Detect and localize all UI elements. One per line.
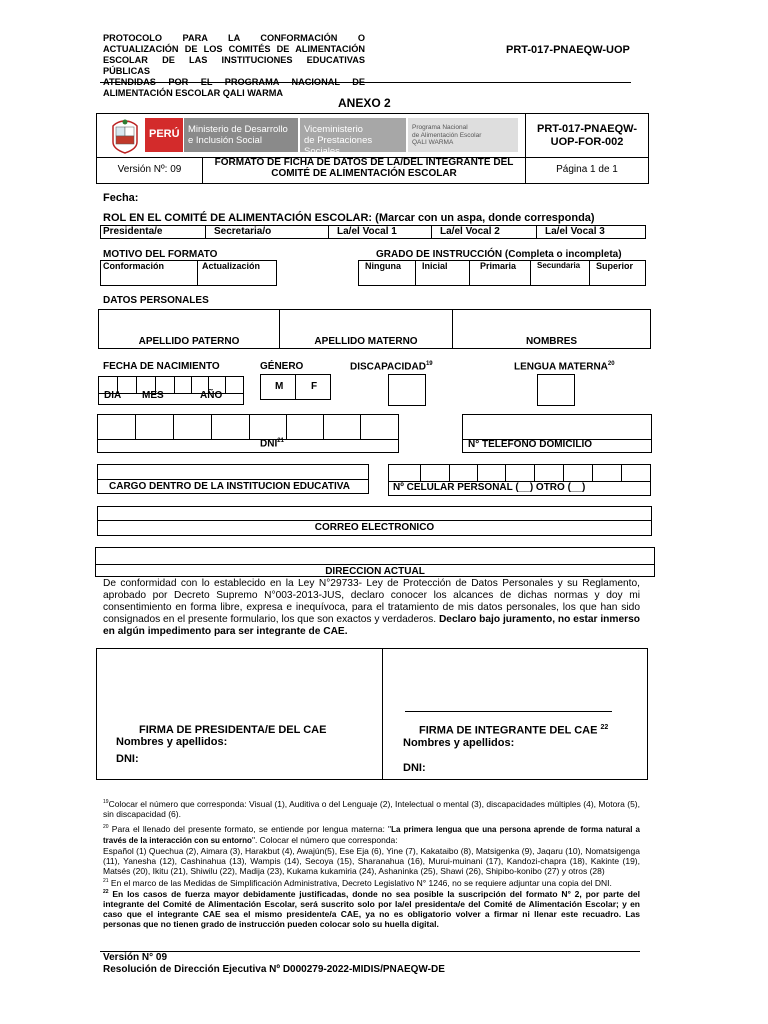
lengua-materna-label: LENGUA MATERNA$^{20}$ bbox=[514, 361, 615, 373]
form-code: PRT-017-PNAEQW- UOP-FOR-002 bbox=[536, 123, 637, 148]
footnote-19: $^{19}$Colocar el número que corresponda: Visual (1), Auditiva o del Lenguaje (2), Intelectual o mental (3), discapacidades múltiples (4), Motora (5), sin discapacidad (6). bbox=[103, 798, 640, 819]
motivo-title: MOTIVO DEL FORMATO bbox=[103, 249, 218, 260]
rol-option-secretaria[interactable]: Secretaria/o bbox=[205, 225, 329, 239]
firma-integrante-box[interactable] bbox=[382, 648, 648, 780]
grado-option-inicial[interactable]: Inicial bbox=[415, 260, 470, 286]
header-rule bbox=[100, 82, 631, 83]
version-label: Versión Nº: 09 bbox=[117, 164, 182, 175]
firma-presidenta-nombres: Nombres y apellidos: bbox=[116, 736, 228, 748]
celular-digit-8[interactable] bbox=[592, 464, 622, 482]
dni-digit-2[interactable] bbox=[135, 414, 174, 440]
dni-digit-7[interactable] bbox=[323, 414, 361, 440]
celular-digit-1[interactable] bbox=[388, 464, 421, 482]
grado-title: GRADO DE INSTRUCCIÓN (Completa o incompleta) bbox=[376, 249, 622, 260]
grado-option-secundaria[interactable]: Secundaria bbox=[530, 260, 590, 286]
rol-option-vocal-3[interactable]: La/el Vocal 3 bbox=[536, 225, 646, 239]
anio-digit-4[interactable] bbox=[225, 376, 244, 394]
apellido-materno-label: APELLIDO MATERNO bbox=[314, 336, 418, 347]
declaracion-text: De conformidad con lo establecido en la Ley N°29733- Ley de Protección de Datos Personales y su Reglamento, aprobado por Decreto Supremo N°003-2013-JUS, declaro conocer los alcances de dichas normas y doy mi consentimiento en forma libre, expresa e inequívoca, para el tratamiento de mis datos personales, los que han sido consignados en el presente formulario, los que son exactos y verdaderos. Declaro bajo juramento, no estar inmerso en algún impedimento para ser integrante de CAE. bbox=[103, 578, 640, 637]
celular-digit-3[interactable] bbox=[449, 464, 478, 482]
celular-digit-6[interactable] bbox=[534, 464, 564, 482]
footer-version: Versión N° 09 bbox=[103, 952, 168, 963]
form-title: FORMATO DE FICHA DE DATOS DE LA/DEL INTEGRANTE DEL COMITÉ DE ALIMENTACIÓN ESCOLAR bbox=[214, 157, 514, 179]
genero-m-box[interactable]: M bbox=[260, 374, 296, 400]
rol-option-presidenta[interactable]: Presidenta/e bbox=[100, 225, 206, 239]
celular-digit-7[interactable] bbox=[563, 464, 593, 482]
discapacidad-box[interactable] bbox=[388, 374, 426, 406]
rol-title: ROL EN EL COMITÉ DE ALIMENTACIÓN ESCOLAR: (Marcar con un aspa, donde corresponda) bbox=[103, 212, 595, 224]
celular-digit-2[interactable] bbox=[420, 464, 450, 482]
cargo-divider bbox=[97, 479, 369, 480]
footnotes bbox=[103, 797, 640, 929]
motivo-option-conformacion[interactable]: Conformación bbox=[100, 260, 198, 286]
correo-label: CORREO ELECTRONICO bbox=[314, 522, 435, 533]
mes-label: MES bbox=[142, 390, 164, 401]
motivo-option-actualizacion[interactable]: Actualización bbox=[197, 260, 277, 286]
grado-option-superior[interactable]: Superior bbox=[589, 260, 646, 286]
discapacidad-label: DISCAPACIDAD$^{19}$ bbox=[350, 361, 433, 373]
direccion-divider bbox=[95, 564, 655, 565]
grado-option-primaria[interactable]: Primaria bbox=[469, 260, 531, 286]
fecha-nacimiento-label: FECHA DE NACIMIENTO bbox=[103, 361, 220, 372]
dni-digit-8[interactable] bbox=[360, 414, 399, 440]
firma-integrante-title: FIRMA DE INTEGRANTE DEL CAE $^{22}$ bbox=[419, 724, 609, 737]
fecha-label: Fecha: bbox=[103, 192, 139, 204]
footnote-20: $^{20}$ Para el llenado del presente formato, se entiende por lengua materna: "La primera lengua que una persona aprende de forma natural a través de la interacción con su entorno". Colocar el número que corresponda: bbox=[103, 823, 640, 845]
rol-option-vocal-1[interactable]: La/el Vocal 1 bbox=[328, 225, 432, 239]
telefono-field[interactable] bbox=[462, 414, 652, 440]
celular-label: Nº CELULAR PERSONAL (__) OTRO (__) bbox=[393, 482, 586, 493]
footnote-21: $^{21}$ En el marco de las Medidas de Simplificación Administrativa, Decreto Legislativo N° 1246, no se requiere adjuntar una copia del DNI. bbox=[103, 877, 612, 888]
lengua-materna-box[interactable] bbox=[537, 374, 575, 406]
dni-digit-3[interactable] bbox=[173, 414, 212, 440]
correo-divider bbox=[97, 520, 652, 521]
ministerio-logo: Ministerio de Desarrollo e Inclusión Social bbox=[184, 118, 298, 152]
dni-digit-4[interactable] bbox=[211, 414, 250, 440]
dni-digit-5[interactable] bbox=[249, 414, 287, 440]
firma-integrante-dni: DNI: bbox=[403, 762, 426, 774]
genero-label: GÉNERO bbox=[260, 361, 304, 372]
telefono-label: N° TELEFONO DOMICILIO bbox=[468, 439, 592, 450]
viceministerio-logo: Viceministerio de Prestaciones Sociales bbox=[300, 118, 406, 152]
dia-label: DIA bbox=[104, 390, 122, 401]
peru-logo: PERÚ bbox=[145, 118, 183, 152]
apellido-paterno-label: APELLIDO PATERNO bbox=[138, 336, 240, 347]
anio-digit-1[interactable] bbox=[174, 376, 192, 394]
dni-label: DNI$^{21}$ bbox=[260, 438, 284, 450]
footnote-22: $^{22}$ En los casos de fuerza mayor debidamente justificadas, donde no sea posible la suscripción del formato N° 2, por parte del integrante del Comité de Alimentación Escolar, será suscrito solo por la/el presidenta/e del Comité de Alimentación Escolar; y en caso que el integrante CAE sea el mismo presidente/a CAE, ya no es obligatorio volver a firmar ni llenar este recuadro. Las personas que no tienen grado de instrucción pueden colocar solo su huella digital. bbox=[103, 889, 640, 930]
protocol-code: PRT-017-PNAEQW-UOP bbox=[506, 44, 630, 56]
dni-digit-6[interactable] bbox=[286, 414, 324, 440]
protocol-title: PROTOCOLO PARA LA CONFORMACIÓN O ACTUALIZACIÓN DE LOS COMITÉS DE ALIMENTACIÓN ESCOLAR DE LAS INSTITUCIONES EDUCATIVAS PÚBLICAS ATENDIDAS POR EL PROGRAMA NACIONAL DE ALIMENTACIÓN ESCOLAR QALI WARMA bbox=[103, 33, 365, 98]
coat-of-arms-icon bbox=[107, 118, 143, 154]
anexo-title: ANEXO 2 bbox=[338, 96, 391, 110]
firma-presidenta-box[interactable] bbox=[96, 648, 383, 780]
dni-label-row bbox=[97, 439, 399, 453]
footer-rule bbox=[100, 951, 640, 952]
footnote-20-list: Español (1) Quechua (2), Aimara (3), Harakbut (4), Awajún(5), Ese Eja (6), Yine (7), Kakataibo (8), Matsigenka (9), Jaqaru (10), Nomatsigenga (11), Yanesha (12), Cashinahua (13), Wampis (14), Secoya (15), Sharanahua (16), Murui-muinani (17), Kandozi-chapra (18), Kakinte (19), Matsés (20), Ikitu (21), Shiwilu (22), Madija (23), Kukama kukamiria (24), Ashaninka (25), Shawi (26), Shipibo-konibo (27) y otros (28) bbox=[103, 845, 640, 876]
programa-logo: Programa Nacional de Alimentación Escolar QALI WARMA bbox=[408, 118, 518, 152]
grado-option-ninguna[interactable]: Ninguna bbox=[358, 260, 416, 286]
rol-option-vocal-2[interactable]: La/el Vocal 2 bbox=[431, 225, 537, 239]
nombres-label: NOMBRES bbox=[525, 336, 578, 347]
footer-resolucion: Resolución de Dirección Ejecutiva Nº D000279-2022-MIDIS/PNAEQW-DE bbox=[103, 964, 445, 975]
genero-f-box[interactable]: F bbox=[295, 374, 331, 400]
cargo-label: CARGO DENTRO DE LA INSTITUCION EDUCATIVA bbox=[109, 481, 350, 492]
anio-label: AÑO bbox=[200, 390, 223, 401]
page-label: Página 1 de 1 bbox=[556, 164, 618, 175]
direccion-label: DIRECCION ACTUAL bbox=[325, 566, 425, 577]
dni-digit-1[interactable] bbox=[97, 414, 136, 440]
celular-digit-9[interactable] bbox=[621, 464, 651, 482]
firma-presidenta-title: FIRMA DE PRESIDENTA/E DEL CAE bbox=[139, 724, 327, 736]
celular-digit-5[interactable] bbox=[505, 464, 535, 482]
firma-integrante-nombres: Nombres y apellidos: bbox=[403, 737, 515, 749]
firma-presidenta-dni: DNI: bbox=[116, 753, 139, 765]
firma-integrante-line bbox=[405, 711, 612, 712]
datos-title: DATOS PERSONALES bbox=[103, 295, 209, 306]
celular-digit-4[interactable] bbox=[477, 464, 506, 482]
